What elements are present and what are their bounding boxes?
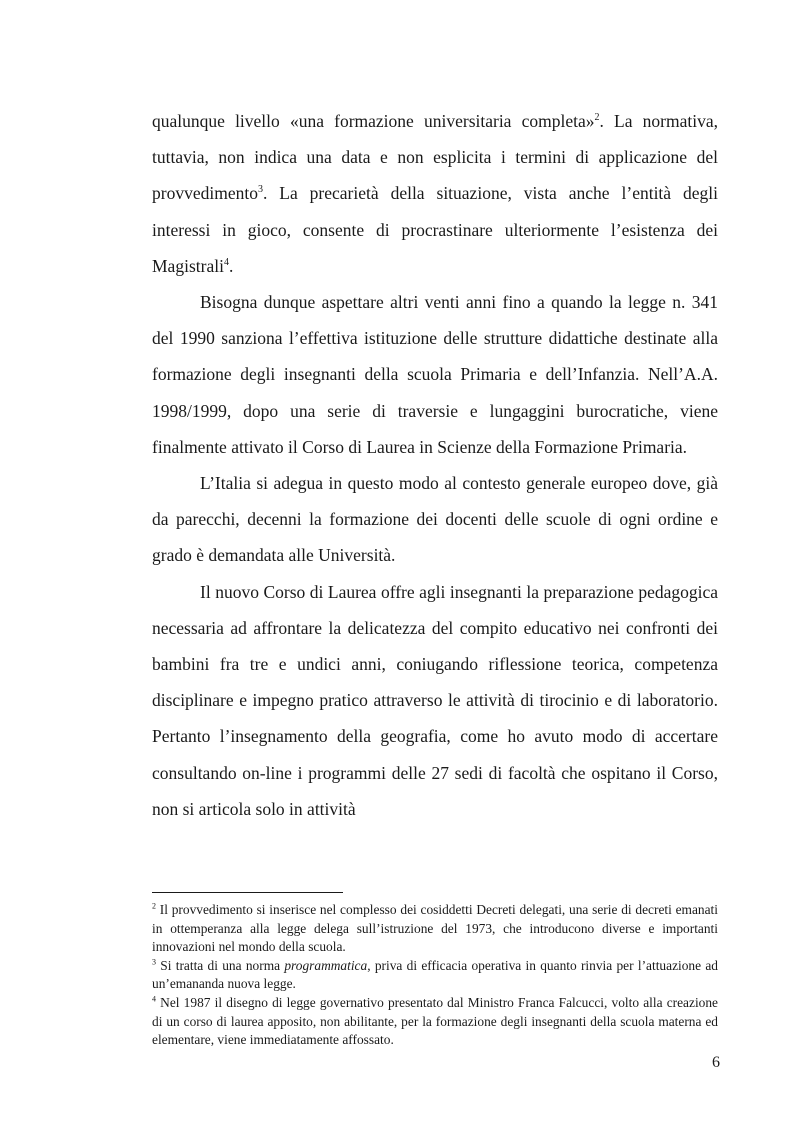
footnote-text: Il provvedimento si inserisce nel complesso dei cosiddetti Decreti delegati, una serie di decreti emanati in ottemperanza alla legge delega sull’istruzione del 1973, che introducono diverse e importanti innovazioni nel mondo della scuola. bbox=[152, 902, 718, 955]
paragraph-1 bbox=[152, 103, 718, 284]
footnote-ref-4: 4 bbox=[223, 256, 229, 268]
footnote-italic-term: programmatica bbox=[284, 957, 368, 973]
footnote-separator bbox=[152, 892, 343, 893]
paragraph-1-text-a: qualunque livello «una formazione universitaria completa» bbox=[152, 111, 595, 131]
footnote-marker: 2 bbox=[152, 901, 156, 911]
paragraph-4: Il nuovo Corso di Laurea offre agli insegnanti la preparazione pedagogica necessaria ad affrontare la delicatezza del compito educativo nei confronti dei bambini fra tre e undici anni, coniugando riflessione teorica, competenza disciplinare e impegno pratico attraverso le attività di tirocinio e di laboratorio. Pertanto l’insegnamento della geografia, come ho avuto modo di accertare consultando on-line i programmi delle 27 sedi di facoltà che ospitano il Corso, non si articola solo in attività bbox=[152, 581, 718, 819]
footnote-text: Nel 1987 il disegno di legge governativo presentato dal Ministro Franca Falcucci, volto alla creazione di un corso di laurea apposito, non abilitante, per la formazione degli insegnanti della scuola materna ed elementare, viene immediatamente affossato. bbox=[152, 994, 718, 1048]
paragraph-1-text-b: . La normativa, tuttavia, non indica una data e non esplicita i termini di applicazione del provvedimento bbox=[152, 111, 719, 204]
page-number: 6 bbox=[712, 1054, 720, 1071]
footnote-ref-2: 2 bbox=[594, 112, 600, 124]
footnote-3 bbox=[152, 957, 718, 994]
footnote-text: , priva di efficacia operativa in quanto rinvia per l’attuazione ad un’emananda nuova legge. bbox=[152, 957, 718, 992]
paragraph-2: Bisogna dunque aspettare altri venti anni fino a quando la legge n. 341 del 1990 sanziona l’effettiva istituzione delle strutture didattiche destinate alla formazione degli insegnanti della scuola Primaria e dell’Infanzia. Nell’A.A. 1998/1999, dopo una serie di traversie e lungaggini burocratiche, viene finalmente attivato il Corso di Laurea in Scienze della Formazione Primaria. bbox=[152, 292, 718, 457]
paragraph-1-text-c: . La precarietà della situazione, vista anche l’entità degli interessi in gioco, consente di procrastinare ulteriormente l’esistenza dei Magistrali bbox=[152, 183, 718, 276]
paragraph-3: L’Italia si adegua in questo modo al contesto generale europeo dove, già da parecchi, decenni la formazione dei docenti delle scuole di ogni ordine e grado è demandata alle Università. bbox=[152, 473, 718, 566]
footnote-2 bbox=[152, 901, 718, 957]
footnote-marker: 3 bbox=[152, 957, 156, 967]
footnote-4 bbox=[152, 994, 718, 1050]
footnote-text: Si tratta di una norma bbox=[156, 957, 285, 973]
main-text bbox=[152, 103, 718, 827]
paragraph-1-text-d: . bbox=[228, 255, 234, 276]
footnote-marker: 4 bbox=[152, 994, 156, 1004]
footnotes bbox=[152, 901, 718, 1050]
footnote-ref-3: 3 bbox=[257, 184, 263, 196]
